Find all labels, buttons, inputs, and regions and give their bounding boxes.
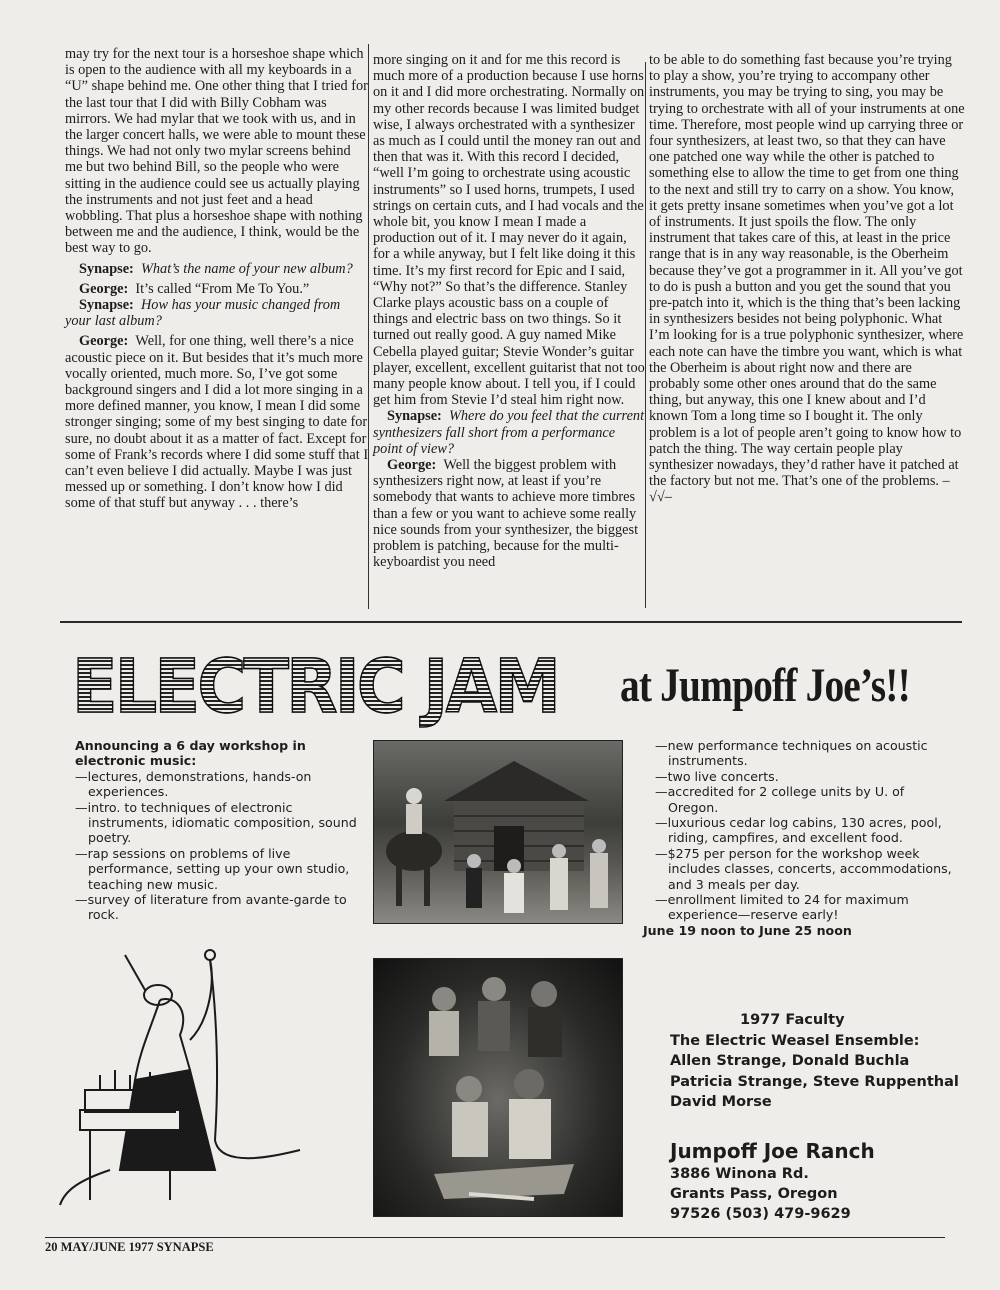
ad-list-item [75, 800, 365, 846]
article-column-1 [65, 46, 369, 516]
faculty-block [670, 1010, 970, 1113]
interview-question [373, 408, 645, 457]
faculty-line: The Electric Weasel Ensemble: [670, 1032, 920, 1049]
faculty-title: 1977 Faculty [740, 1012, 845, 1028]
ad-list-item-text: rap sessions on problems of live performance, setting up your own studio, teaching new music. [87, 845, 350, 892]
ad-list-item [75, 769, 365, 800]
ad-list-item [655, 784, 955, 815]
interview-answer [65, 281, 369, 297]
ad-list-item [655, 892, 955, 923]
speaker-label: Synapse: [79, 297, 134, 314]
faculty-line: David Morse [670, 1094, 772, 1110]
page-footer: 20 MAY/JUNE 1977 SYNAPSE [45, 1240, 214, 1254]
column-divider [645, 62, 646, 608]
ad-intro: Announcing a 6 day workshop in electronic music: [75, 738, 306, 769]
ad-list-item [75, 846, 365, 892]
ad-list-item-text: lectures, demonstrations, hands-on experiences. [87, 768, 312, 800]
paragraph-text: Well the biggest problem with synthesizers right now, at least if you’re somebody that wants to achieve more timbres than a few or you want to achieve some really nice sounds from your synthesizer, the biggest problem is patching, because for the multi-keyboardist you need [373, 457, 639, 571]
interview-answer [65, 333, 369, 511]
address-line: Grants Pass, Oregon [670, 1186, 838, 1202]
ad-list-item [75, 892, 365, 923]
paragraph-text: Well, for one thing, well there’s a nice acoustic piece on it. But besides that it’s much more vocally oriented, much more. So, I’ve got some background singers and I did a lot more singing in a more defined manner, you know, I mean I did some stronger singing; some of my best singing to date for sure, no doubt about it as a matter of fact. Except for some of Frank’s records where I did some stuff that I can’t even believe I did actually. Maybe I was just messed up or something. I don’t know how I did some of that stuff but anyway . . . there’s [65, 333, 369, 512]
ad-list-item-text: luxurious cedar log cabins, 130 acres, pool, riding, campfires, and excellent food. [667, 815, 942, 846]
cabin-group-photo [373, 740, 623, 924]
ad-list-item-text: $275 per person for the workshop week includes classes, concerts, accommodations, and 3 meals per day. [667, 845, 952, 892]
ad-headline [72, 644, 972, 730]
column-divider [368, 44, 369, 609]
footer-rule [45, 1237, 945, 1238]
article-paragraph [65, 46, 369, 257]
paragraph-text: to be able to do something fast because you’re trying to play a show, you’re trying to accompany other instruments, you may be trying to sing, you may be trying to orchestrate with all of your instruments at one time. Therefore, most people wind up carrying three or four synthesizers, at least two, so that they can have one patched one way while the other is patched to something else to allow the time to get from one thing to the next and still try to carry on a show. You know, it gets pretty insane sometimes when you’ve got a lot of instruments. It just spoils the flow. The only instrument that takes care of this, at least in the price range that is in any way reasonable, is the Oberheim because they’ve got a programmer in it. All you’ve got to do is push a button and you get the sound that you pre-patch into it, which is the thing that’s been lacking in synthesizers besides not being polyphonic. What I’m looking for is a true polyphonic synthesizer, where each note can have the timbre you want, which is what the Oberheim is about right now and there are probably some other ones around that do the same thing, but anyway, this one I knew about and I’d known Tom a long time so I bought it. The only problem is a lot of people aren’t going to know how to patch the thing. The way certain people play synthesizer nowadays, they’d rather have it patched at the factory but not me. That’s one of the problems. –√√– [649, 52, 965, 506]
ad-list-item [655, 738, 955, 769]
paragraph-text: Where do you feel that the current synthesizers fall short from a performance point of view? [373, 408, 645, 457]
ranch-address-block [670, 1138, 875, 1224]
speaker-label: Synapse: [79, 260, 134, 277]
ad-list-item [655, 815, 955, 846]
paragraph-text: more singing on it and for me this record is much more of a production because I use horns on it and I did more orchestrating. Normally on my other records because I was limited budget wise, I always orchestrated with a synthesizer as much as I could until the money ran out and then that was it. With this record I decided, “well I’m going to orchestrate using acoustic instruments” so I used horns, trumpets, I used strings on certain cuts, and I had vocals and the whole bit, you know I mean I made a production out of it. I may never do it again, for a while anyway, but I felt like doing it this time. It’s my first record for Epic and I said, “Why not?” So that’s the difference. Stanley Clarke plays acoustic bass on a couple of things and electric bass on two things. So it turned out really good. A guy named Mike Cebella played guitar; Stevie Wonder’s guitar player, excellent, excellent guitarist that not too many people know about. I tell you, if I could get him from Stevie I’d steal him right now. [373, 52, 645, 409]
ad-list-item-text: new performance techniques on acoustic instruments. [667, 738, 928, 769]
article-paragraph [373, 52, 645, 408]
ad-left-list [75, 738, 365, 923]
paragraph-text: How has your music changed from your last album? [65, 297, 341, 330]
article-column-3 [649, 52, 965, 510]
ad-title-sub: at Jumpoff Joe’s!! [620, 659, 910, 712]
ad-list-item-text: intro. to techniques of electronic instruments, idiomatic composition, sound poetry. [87, 799, 357, 846]
paragraph-text: may try for the next tour is a horseshoe shape which is open to the audience with all my keyboards in a “U” shape behind me. One other thing that I tried for the last tour that I did with Billy Cobham was mirrors. We had mylar that we took with us, and in the larger concert halls, we were able to mount these things. We had not only two mylar screens behind me but two behind Bill, so the people who were sitting in the audience could see us actually playing the instruments and not just feet and a head wobbling. That plus a horseshoe shape with nothing between me and the audience, I think, would be the best way to go. [65, 46, 368, 257]
speaker-label: George: [79, 280, 129, 297]
ensemble-group-photo [373, 958, 623, 1217]
ad-list-item-text: two live concerts. [667, 768, 779, 784]
address-line: 3886 Winona Rd. [670, 1166, 809, 1182]
address-line: 97526 (503) 479-9629 [670, 1206, 851, 1222]
ad-list-item [655, 769, 955, 784]
interview-answer [373, 457, 645, 570]
article-column-2 [373, 52, 645, 575]
faculty-line: Allen Strange, Donald Buchla [670, 1053, 910, 1069]
rat-at-keyboard-illustration [40, 940, 370, 1220]
faculty-line: Patricia Strange, Steve Ruppenthal [670, 1073, 959, 1090]
paragraph-text: What’s the name of your new album? [140, 260, 353, 277]
interview-question [65, 297, 369, 329]
speaker-label: Synapse: [387, 408, 442, 425]
speaker-label: George: [79, 333, 129, 350]
ad-title-main: ELECTRIC JAM [72, 644, 559, 730]
workshop-dates: June 19 noon to June 25 noon [643, 922, 852, 938]
interview-question [65, 261, 369, 277]
paragraph-text: It’s called “From Me To You.” [135, 280, 310, 297]
ad-list-item-text: accredited for 2 college units by U. of Oregon. [667, 784, 905, 815]
ranch-name: Jumpoff Joe Ranch [670, 1139, 875, 1163]
ad-right-list [643, 738, 955, 938]
speaker-label: George: [387, 457, 437, 474]
article-paragraph [649, 52, 965, 506]
section-divider [60, 621, 962, 623]
ad-list-item-text: survey of literature from avante-garde to rock. [87, 892, 347, 923]
ad-list-item-text: enrollment limited to 24 for maximum experience—reserve early! [667, 892, 909, 923]
ad-list-item [655, 846, 955, 892]
